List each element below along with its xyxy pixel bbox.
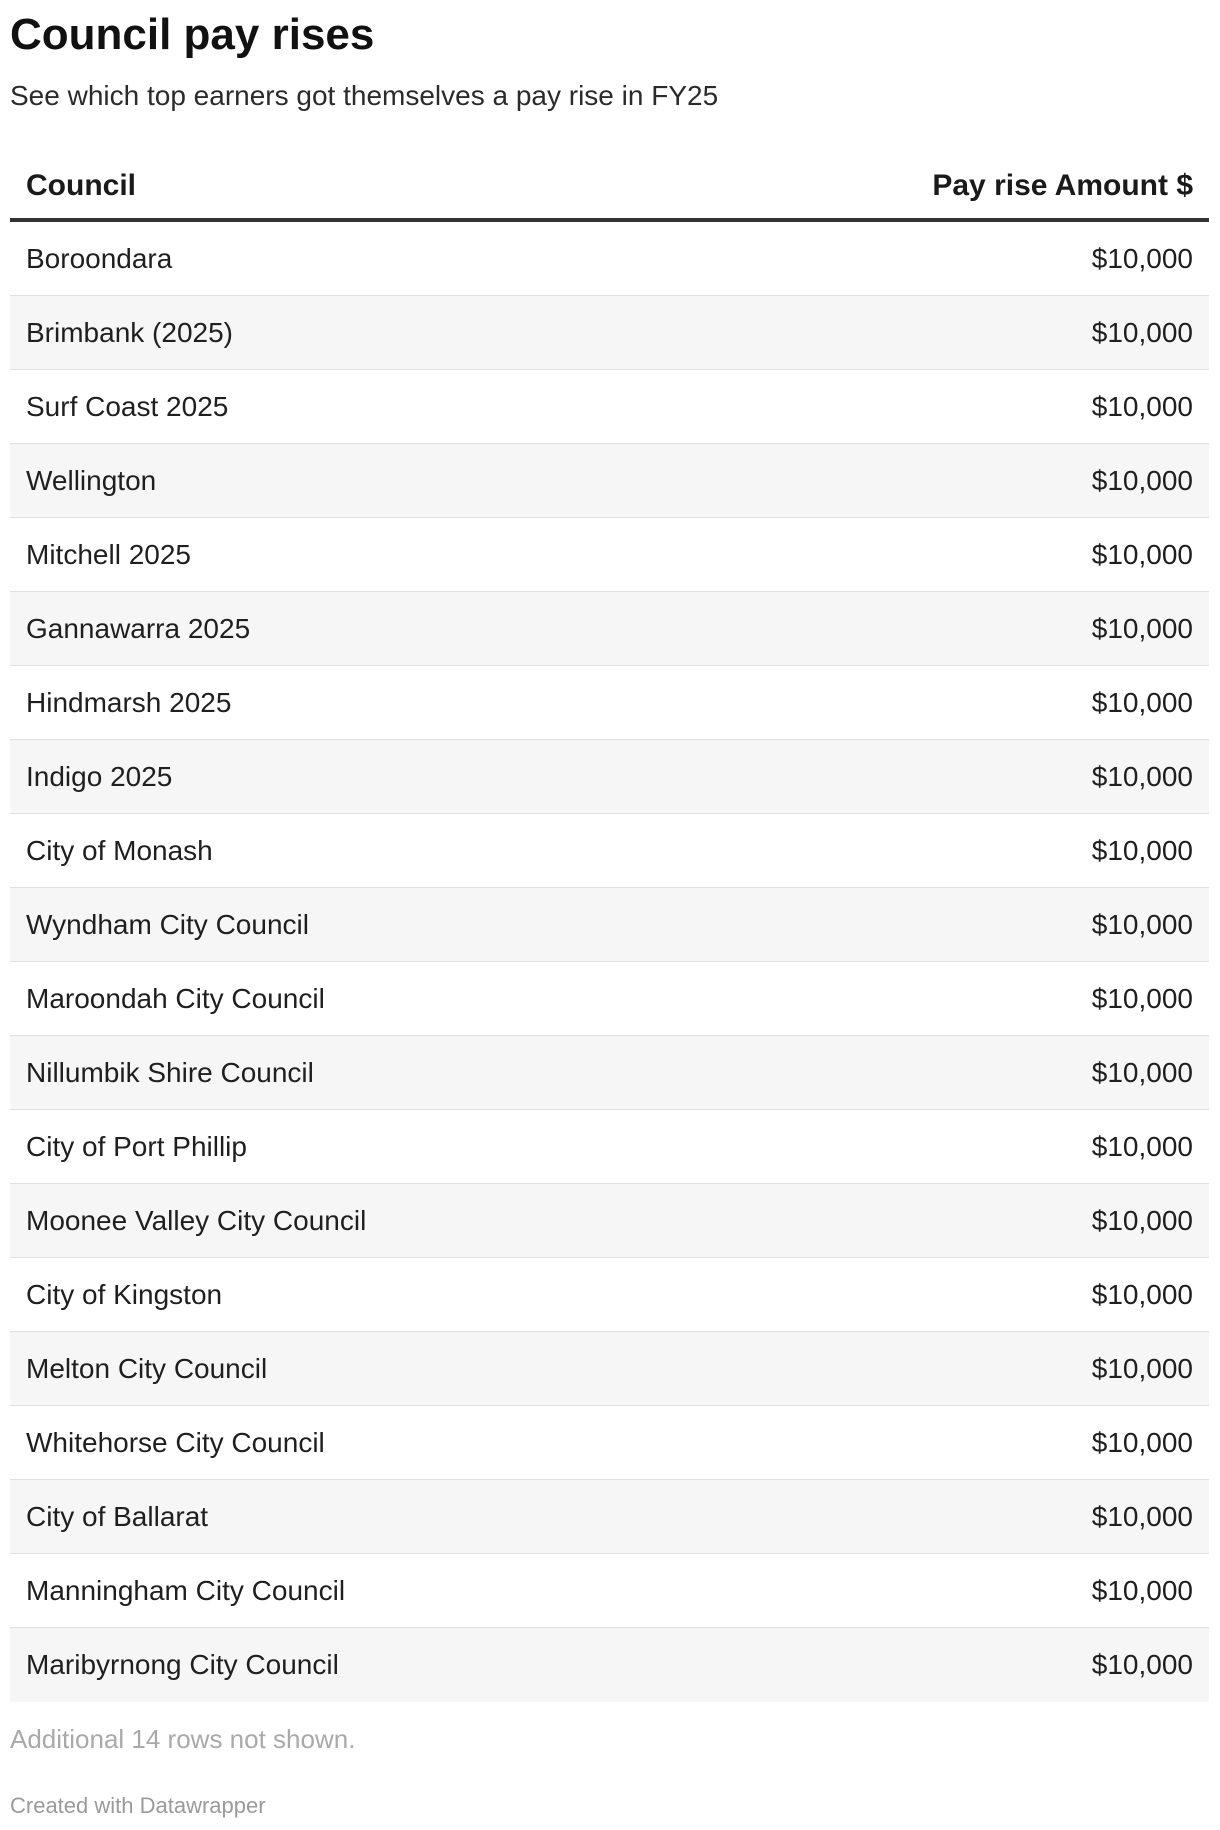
pay-rise-amount-cell: $10,000 xyxy=(1091,539,1193,570)
chart-subtitle: See which top earners got themselves a pay rise in FY25 xyxy=(10,80,719,111)
council-name-cell: Maroondah City Council xyxy=(26,983,325,1014)
council-name-cell: Melton City Council xyxy=(26,1353,268,1384)
table-row xyxy=(10,1036,1209,1110)
table-row xyxy=(10,1332,1209,1406)
council-name-cell: Surf Coast 2025 xyxy=(26,391,229,422)
table-row xyxy=(10,370,1209,444)
chart-title: Council pay rises xyxy=(10,10,375,59)
pay-rise-amount-cell: $10,000 xyxy=(1091,835,1193,866)
council-name-cell: Manningham City Council xyxy=(26,1575,346,1606)
pay-rise-amount-cell: $10,000 xyxy=(1091,1427,1193,1458)
table-row xyxy=(10,740,1209,814)
pay-rise-amount-cell: $10,000 xyxy=(1091,243,1193,274)
table-body xyxy=(10,222,1209,1702)
council-name-cell: Wellington xyxy=(26,465,157,496)
council-name-cell: City of Monash xyxy=(26,835,213,866)
table-row xyxy=(10,518,1209,592)
pay-rise-amount-cell: $10,000 xyxy=(1091,1501,1193,1532)
council-name-cell: City of Port Phillip xyxy=(26,1131,247,1162)
pay-rise-amount-cell: $10,000 xyxy=(1091,1575,1193,1606)
council-name-cell: Gannawarra 2025 xyxy=(26,613,251,644)
council-name-cell: Whitehorse City Council xyxy=(26,1427,325,1458)
council-name-cell: Hindmarsh 2025 xyxy=(26,687,232,718)
council-name-cell: Maribyrnong City Council xyxy=(26,1649,339,1680)
pay-rise-amount-cell: $10,000 xyxy=(1091,1131,1193,1162)
table-row xyxy=(10,814,1209,888)
table-row xyxy=(10,1184,1209,1258)
pay-rise-amount-cell: $10,000 xyxy=(1091,761,1193,792)
council-name-cell: Brimbank (2025) xyxy=(26,317,233,348)
table-row xyxy=(10,1628,1209,1702)
pay-rise-amount-cell: $10,000 xyxy=(1091,317,1193,348)
pay-rise-amount-cell: $10,000 xyxy=(1091,1057,1193,1088)
council-name-cell: Boroondara xyxy=(26,243,173,274)
pay-rise-amount-cell: $10,000 xyxy=(1091,613,1193,644)
pay-rise-amount-cell: $10,000 xyxy=(1091,687,1193,718)
pay-rise-amount-cell: $10,000 xyxy=(1091,909,1193,940)
pay-rise-amount-cell: $10,000 xyxy=(1091,1353,1193,1384)
column-header-council[interactable]: Council xyxy=(26,169,136,202)
council-name-cell: City of Kingston xyxy=(26,1279,223,1310)
data-table xyxy=(10,150,1209,1702)
table-row xyxy=(10,444,1209,518)
table-row xyxy=(10,592,1209,666)
table-row xyxy=(10,222,1209,296)
council-name-cell: Nillumbik Shire Council xyxy=(26,1057,314,1088)
table-row xyxy=(10,1554,1209,1628)
table-row xyxy=(10,666,1209,740)
table-row xyxy=(10,1406,1209,1480)
credit-line: Created with Datawrapper xyxy=(10,1793,266,1818)
table-row xyxy=(10,962,1209,1036)
table-row xyxy=(10,1110,1209,1184)
table-row xyxy=(10,888,1209,962)
pay-rise-amount-cell: $10,000 xyxy=(1091,1649,1193,1680)
rows-hidden-note: Additional 14 rows not shown. xyxy=(10,1724,356,1754)
council-name-cell: Moonee Valley City Council xyxy=(26,1205,367,1236)
council-name-cell: Wyndham City Council xyxy=(26,909,309,940)
council-name-cell: City of Ballarat xyxy=(26,1501,209,1532)
table-row xyxy=(10,1258,1209,1332)
pay-rise-amount-cell: $10,000 xyxy=(1091,1279,1193,1310)
table-header xyxy=(10,150,1209,222)
pay-rise-amount-cell: $10,000 xyxy=(1091,391,1193,422)
council-name-cell: Mitchell 2025 xyxy=(26,539,191,570)
pay-rise-amount-cell: $10,000 xyxy=(1091,983,1193,1014)
column-header-pay-rise[interactable]: Pay rise Amount $ xyxy=(932,169,1193,202)
pay-rise-amount-cell: $10,000 xyxy=(1091,465,1193,496)
council-name-cell: Indigo 2025 xyxy=(26,761,173,792)
pay-rise-amount-cell: $10,000 xyxy=(1091,1205,1193,1236)
table-row xyxy=(10,1480,1209,1554)
table-row xyxy=(10,296,1209,370)
